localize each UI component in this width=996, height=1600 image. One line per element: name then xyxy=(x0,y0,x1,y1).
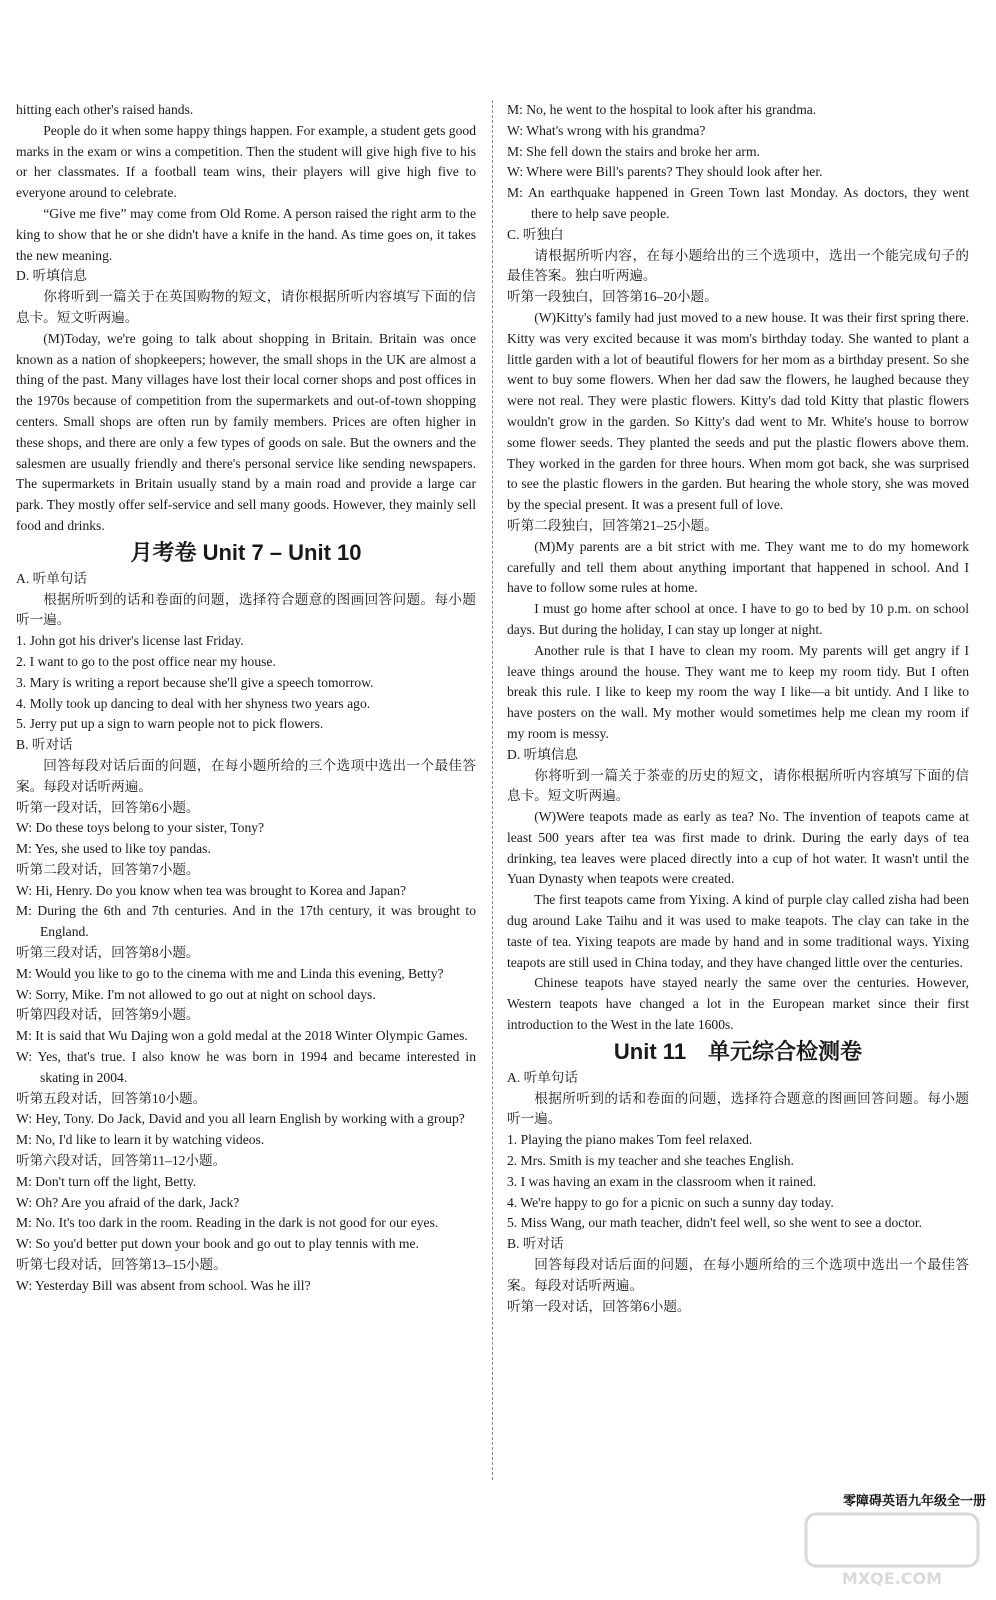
left-dialogue-line: W: Oh? Are you afraid of the dark, Jack? xyxy=(16,1194,240,1210)
left-paragraph: People do it when some happy things happen. For example, a student gets good marks in the exam or wins a competition. Then the student will give high five to his or her classmates. If a football team wins, their players will give high five to everyone around to celebrate. xyxy=(16,122,476,201)
left-dialogue-line: M: Would you like to go to the cinema with me and Linda this evening, Betty? xyxy=(16,965,444,981)
right-paragraph: I must go home after school at once. I have to go to bed by 10 p.m. on school days. But during the holiday, I can stay up longer at night. xyxy=(507,601,969,637)
left-section-label: 听第六段对话，回答第11–12小题。 xyxy=(16,1153,227,1169)
left-dialogue-line: W: Yes, that's true. I also know he was born in 1994 and became interested in skating in 2004. xyxy=(16,1049,476,1085)
right-paragraph: 回答每段对话后面的问题，在每小题所给的三个选项中选出一个最佳答案。每段对话听两遍。 xyxy=(507,1257,969,1293)
left-numbered-item: 5. Jerry put up a sign to warn people not to pick flowers. xyxy=(16,716,324,732)
right-section-label: B. 听对话 xyxy=(507,1236,564,1252)
left-numbered-item: 3. Mary is writing a report because she'll give a speech tomorrow. xyxy=(16,674,374,690)
left-dialogue-line: M: Don't turn off the light, Betty. xyxy=(16,1173,197,1189)
left-paragraph: 根据所听到的话和卷面的问题，选择符合题意的图画回答问题。每小题听一遍。 xyxy=(16,591,476,628)
left-section-label: 听第四段对话，回答第9小题。 xyxy=(16,1007,200,1023)
right-section-label: C. 听独白 xyxy=(507,226,564,242)
footer-book-title: 零障碍英语九年级全一册 xyxy=(842,1494,986,1509)
right-dialogue-line: 5. Miss Wang, our math teacher, didn't feel well, so she went to see a doctor. xyxy=(507,1215,923,1231)
left-dialogue-line: W: Do these toys belong to your sister, Tony? xyxy=(16,820,265,836)
left-dialogue-line: W: Hi, Henry. Do you know when tea was brought to Korea and Japan? xyxy=(16,882,407,898)
right-numbered-item: 3. I was having an exam in the classroom when it rained. xyxy=(507,1173,817,1189)
right-dialogue-line: M: An earthquake happened in Green Town last Monday. As doctors, they went there to help save people. xyxy=(507,185,969,221)
right-paragraph: 请根据所听内容，在每小题给出的三个选项中，选出一个能完成句子的最佳答案。独白听两遍。 xyxy=(507,247,969,284)
left-section-heading: 月考卷 Unit 7 – Unit 10 xyxy=(130,539,362,565)
right-numbered-item: 1. Playing the piano makes Tom feel relaxed. xyxy=(507,1132,753,1148)
right-paragraph: 根据所听到的话和卷面的问题，选择符合题意的图画回答问题。每小题听一遍。 xyxy=(507,1090,969,1127)
right-paragraph: (M)My parents are a bit strict with me. They want me to do my homework carefully and tell them about anything important that happened in school. And I have to follow some rules at home. xyxy=(507,538,969,596)
right-paragraph: 你将听到一篇关于茶壶的历史的短文，请你根据所听内容填写下面的信息卡。短文听两遍。 xyxy=(507,767,969,804)
right-paragraph: (W)Kitty's family had just moved to a new house. It was their first spring there. Kitty was very excited because it was mom's birthday today. She wanted to plant a little garden with a lot of beautiful flowers for her mom as a birthday present. So she went to buy some flowers. When her dad saw the flowers, he laughed because they were not real. They were plastic flowers. Kitty's dad told Kitty that plastic flowers wouldn't grow in the garden. So Kitty's dad went to Mr. White's house to borrow some flower seeds. They planted the seeds and put the plastic flowers above them. They worked in the garden for three hours. When mom got back, she was surprised to see the plastic flowers in the garden. But hearing the whole story, she was moved by the special present. It was a present full of love. xyxy=(507,309,969,513)
left-dialogue-line: W: Sorry, Mike. I'm not allowed to go out at night on school days. xyxy=(16,986,376,1002)
left-paragraph: 回答每段对话后面的问题，在每小题所给的三个选项中选出一个最佳答案。每段对话听两遍。 xyxy=(16,757,476,794)
right-section-label: 听第二段独白，回答第21–25小题。 xyxy=(507,517,718,533)
right-section-heading: Unit 11 单元综合检测卷 xyxy=(613,1038,863,1064)
left-section-label: 听第五段对话，回答第10小题。 xyxy=(16,1090,207,1106)
right-dialogue-line: M: She fell down the stairs and broke her arm. xyxy=(507,143,760,159)
left-section-label: 听第一段对话，回答第6小题。 xyxy=(16,799,200,815)
right-paragraph: The first teapots came from Yixing. A kind of purple clay called zisha had been dug around Lake Taihu and it was used to make teapots. The clay can take in the taste of tea. Yixing teapots are made by hand and in some traditional ways. Yixing teapots are still used in China today, and they have changed little over the centuries. xyxy=(507,892,969,970)
right-dialogue-line: W: Where were Bill's parents? They should look after her. xyxy=(507,164,823,180)
right-section-label: 听第一段对话，回答第6小题。 xyxy=(507,1298,691,1314)
right-dialogue-line: W: What's wrong with his grandma? xyxy=(507,122,706,138)
right-column xyxy=(507,100,969,1317)
right-section-label: A. 听单句话 xyxy=(507,1069,578,1085)
left-section-label: D. 听填信息 xyxy=(16,268,87,284)
left-dialogue-line: M: No, I'd like to learn it by watching videos. xyxy=(16,1132,265,1148)
left-dialogue-line: W: Hey, Tony. Do Jack, David and you all learn English by working with a group? xyxy=(16,1111,465,1127)
right-section-label: 听第一段独白，回答第16–20小题。 xyxy=(507,289,718,305)
column-divider xyxy=(492,100,493,1480)
left-dialogue-line: M: Yes, she used to like toy pandas. xyxy=(16,841,211,857)
left-column xyxy=(16,100,476,1297)
right-section-label: D. 听填信息 xyxy=(507,746,578,762)
left-numbered-item: 2. I want to go to the post office near my house. xyxy=(16,653,276,669)
left-dialogue-line: M: During the 6th and 7th centuries. And in the 17th century, it was brought to England. xyxy=(16,903,476,940)
watermark-logo xyxy=(802,1510,982,1590)
left-paragraph: hitting each other's raised hands. xyxy=(16,102,194,117)
left-dialogue-line: M: It is said that Wu Dajing won a gold medal at the 2018 Winter Olympic Games. xyxy=(16,1028,468,1044)
left-dialogue-line: W: Yesterday Bill was absent from school. Was he ill? xyxy=(16,1277,311,1293)
right-paragraph: Another rule is that I have to clean my room. My parents will get angry if I leave things around the house. They want me to keep my room tidy. But I often break this rule. I like to keep my room the way I like—a bit untidy. And I like to have posters on the wall. My mother would sometimes help me clean my room if my room is messy. xyxy=(507,642,969,741)
right-dialogue-line: M: No, he went to the hospital to look after his grandma. xyxy=(507,102,817,117)
left-dialogue-line: W: So you'd better put down your book and go out to play tennis with me. xyxy=(16,1236,419,1252)
watermark-text: MXQE.COM xyxy=(841,1569,943,1588)
left-section-label: A. 听单句话 xyxy=(16,570,87,586)
right-paragraph: Chinese teapots have stayed nearly the same over the centuries. However, Western teapots have changed a lot in the European market since their first introduction to the West in the late 1600s. xyxy=(507,975,969,1033)
right-paragraph: (W)Were teapots made as early as tea? No. The invention of teapots came at least 500 years after tea was first made to drink. During the early days of tea drinking, tea leaves were placed directly into a cup of hot water. It wasn't until the Yuan Dynasty when teapots were created. xyxy=(507,809,969,887)
left-numbered-item: 4. Molly took up dancing to deal with her shyness two years ago. xyxy=(16,695,371,711)
left-section-label: 听第三段对话，回答第8小题。 xyxy=(16,945,200,961)
left-paragraph: 你将听到一篇关于在英国购物的短文，请你根据所听内容填写下面的信息卡。短文听两遍。 xyxy=(16,289,476,325)
left-section-label: 听第二段对话，回答第7小题。 xyxy=(16,861,200,877)
left-section-label: B. 听对话 xyxy=(16,737,73,753)
left-numbered-item: 1. John got his driver's license last Friday. xyxy=(16,633,244,649)
left-dialogue-line: M: No. It's too dark in the room. Reading in the dark is not good for our eyes. xyxy=(16,1215,439,1231)
left-paragraph: (M)Today, we're going to talk about shopping in Britain. Britain was once known as a nation of shopkeepers; however, the small shops in the UK are almost a thing of the past. Many villages have lost their local corner shops and post offices in the 1970s because of competition from the supermarkets and out-of-town shopping centers. Small shops are often run by family members. Prices are often higher in these shops, and there are only a few types of goods on sale. But the owners and the salesmen are usually friendly and there's personal service like sending newspapers. The supermarkets in Britain usually stand by a main road and provide a large car park. They mostly offer self-service and sell many goods. However, they mainly sell food and drinks. xyxy=(16,330,476,533)
right-numbered-item: 2. Mrs. Smith is my teacher and she teaches English. xyxy=(507,1153,794,1169)
right-numbered-item: 4. We're happy to go for a picnic on such a sunny day today. xyxy=(507,1194,834,1210)
left-section-label: 听第七段对话，回答第13–15小题。 xyxy=(16,1257,227,1273)
left-paragraph: “Give me five” may come from Old Rome. A person raised the right arm to the king to show that he or she didn't have a knife in the hand. As time goes on, it takes the new meaning. xyxy=(16,205,476,263)
